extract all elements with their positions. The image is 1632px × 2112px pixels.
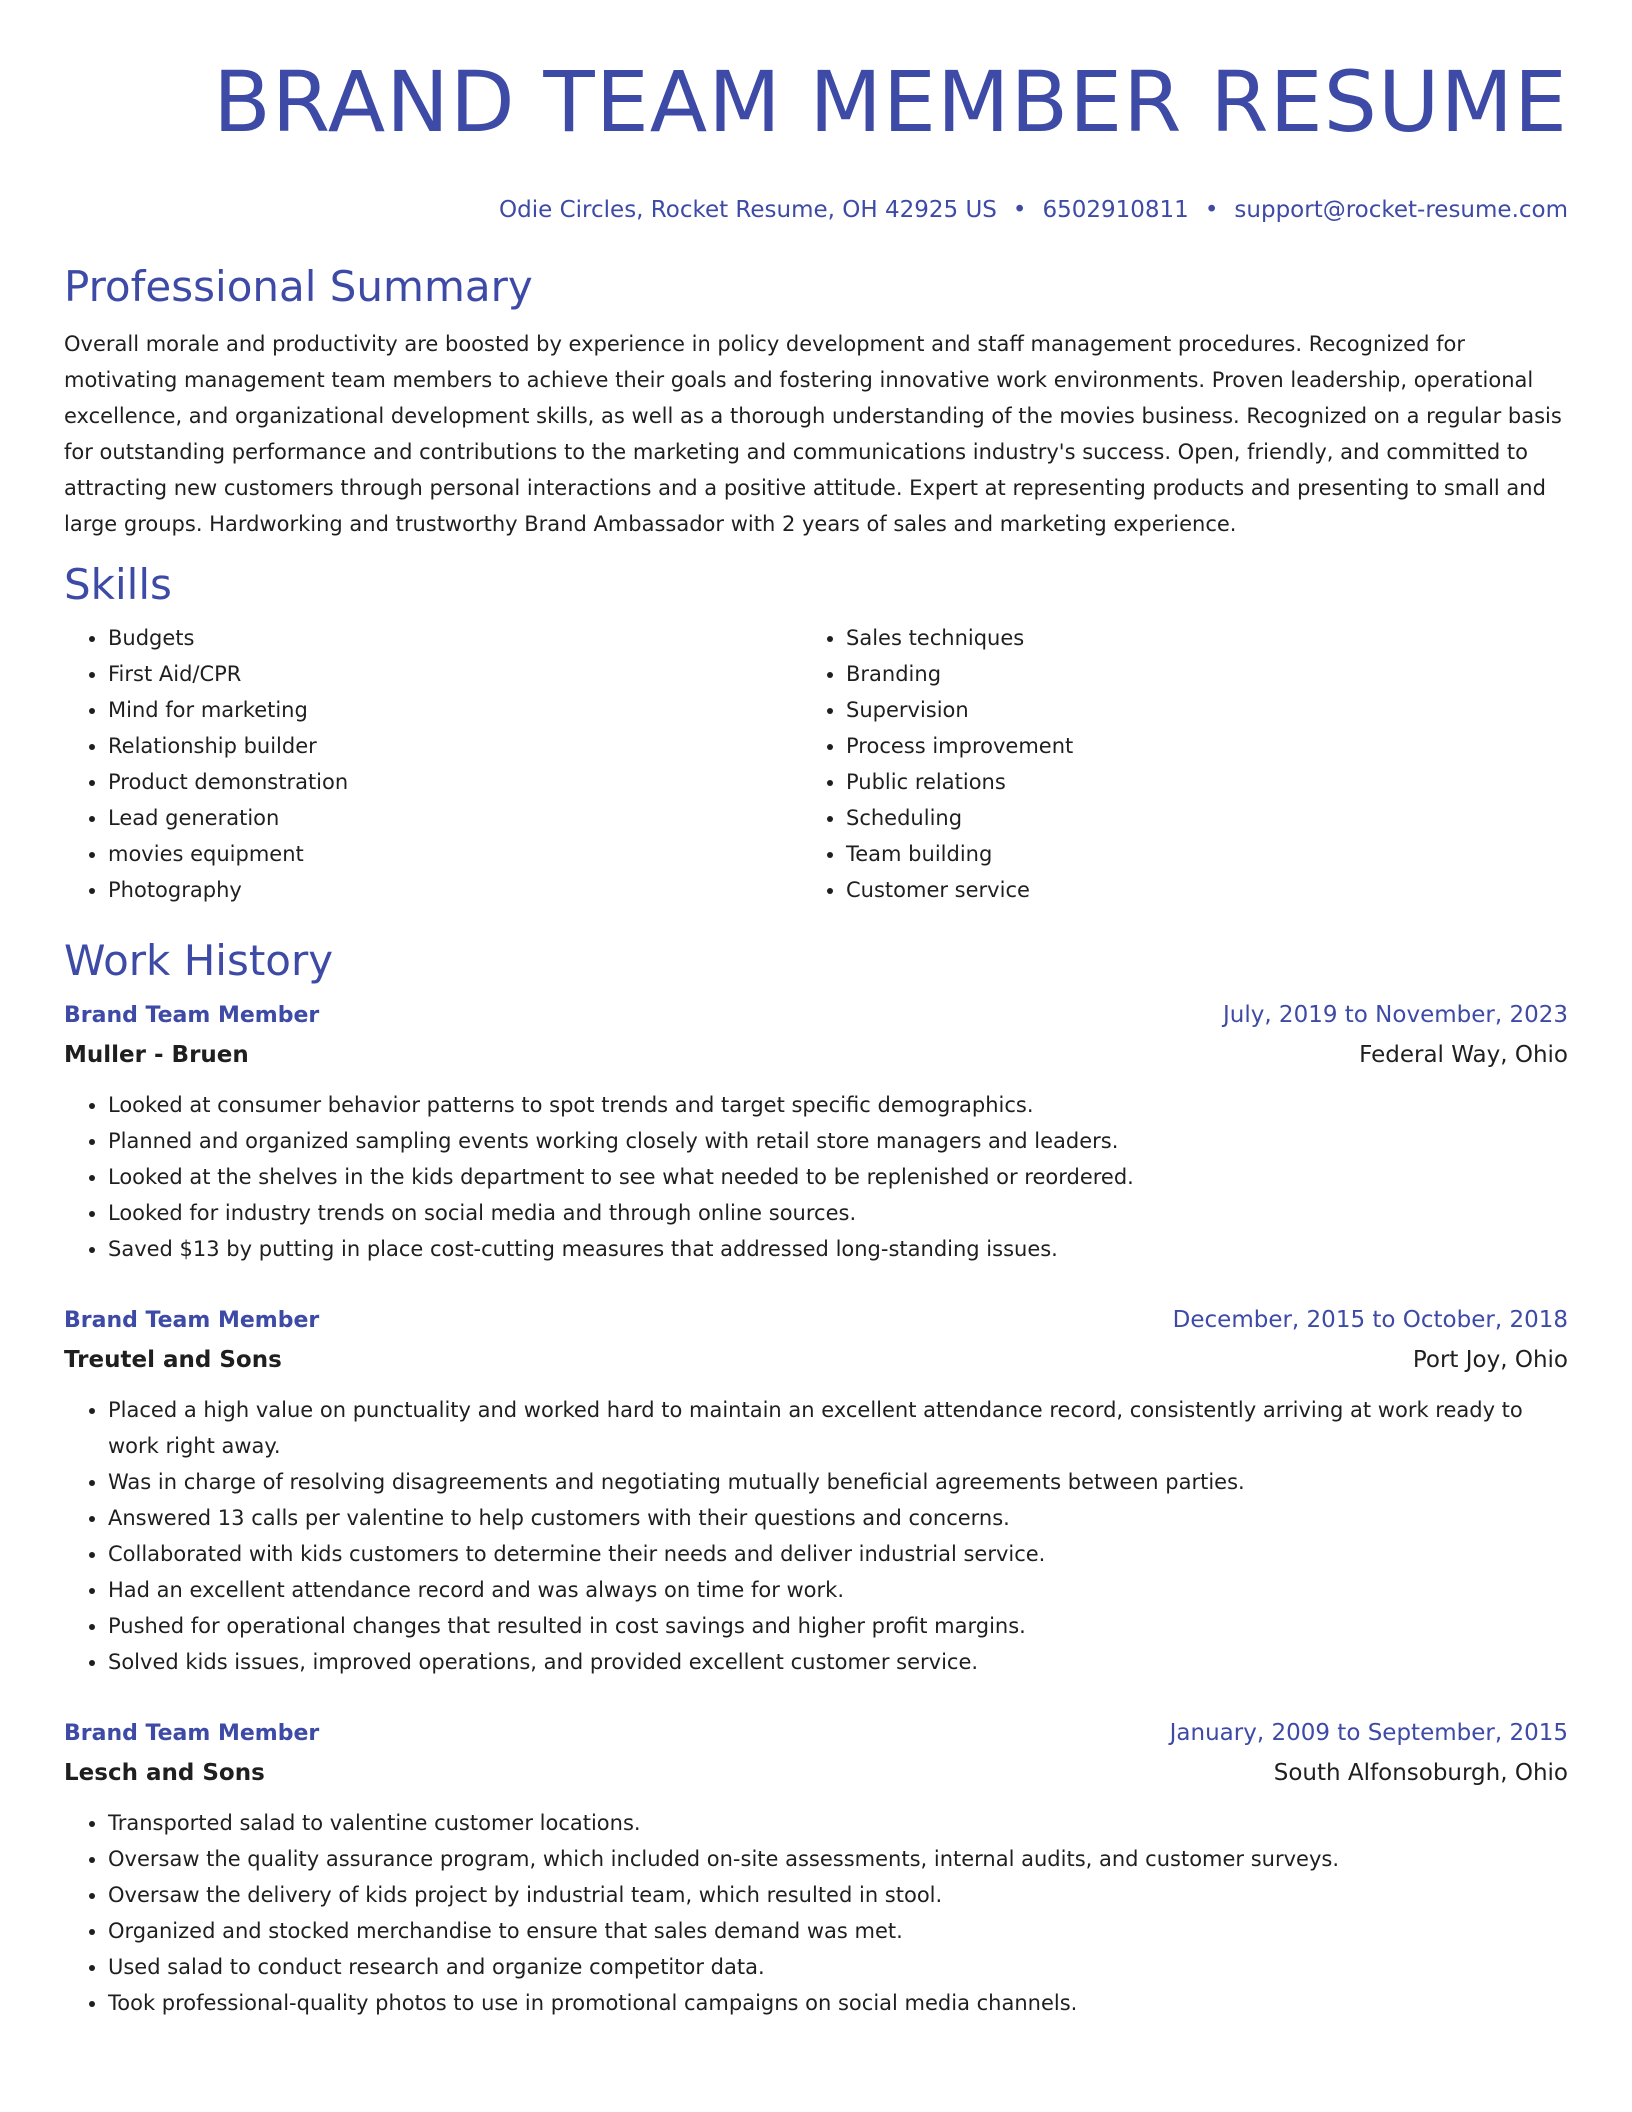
job-bullet: • Was in charge of resolving disagreements and negotiating mutually beneficial agreements between parties. xyxy=(108,1464,1568,1500)
job-location: Port Joy, Ohio xyxy=(1412,1347,1568,1373)
job-bullet: • Looked at the shelves in the kids department to see what needed to be replenished or reordered. xyxy=(108,1159,1568,1195)
job-entry xyxy=(64,1714,1568,2021)
job-company-row xyxy=(64,1340,1568,1380)
job-bullet: • Looked for industry trends on social media and through online sources. xyxy=(108,1195,1568,1231)
phone-text: 6502910811 xyxy=(1042,197,1189,223)
skill-item: • Team building xyxy=(846,836,1540,872)
job-dates: January, 2009 to September, 2015 xyxy=(1169,1720,1568,1746)
skill-item: • Scheduling xyxy=(846,800,1540,836)
skill-item: • Lead generation xyxy=(108,800,802,836)
job-title-row xyxy=(64,1714,1568,1753)
skill-item: • movies equipment xyxy=(108,836,802,872)
skill-item: • Product demonstration xyxy=(108,764,802,800)
job-bullets xyxy=(64,1805,1568,2021)
work-history-heading: Work History xyxy=(64,936,334,985)
skill-item: • Supervision xyxy=(846,692,1540,728)
skill-item: • First Aid/CPR xyxy=(108,656,802,692)
job-bullet: • Placed a high value on punctuality and worked hard to maintain an excellent attendance record, consistently arriving at work ready to work right away. xyxy=(108,1392,1568,1464)
job-title-row xyxy=(64,1301,1568,1340)
job-entry xyxy=(64,1301,1568,1680)
job-bullets xyxy=(64,1392,1568,1680)
job-dates: December, 2015 to October, 2018 xyxy=(1172,1307,1568,1333)
separator-dot: • xyxy=(1204,197,1219,223)
email-text: support@rocket-resume.com xyxy=(1234,197,1568,223)
job-company: Lesch and Sons xyxy=(64,1760,265,1786)
job-company: Muller - Bruen xyxy=(64,1042,249,1068)
job-bullet: • Planned and organized sampling events working closely with retail store managers and leaders. xyxy=(108,1123,1568,1159)
skill-item: • Public relations xyxy=(846,764,1540,800)
job-company-row xyxy=(64,1035,1568,1075)
skill-item: • Mind for marketing xyxy=(108,692,802,728)
contact-line xyxy=(64,194,1568,226)
job-bullet: • Saved $13 by putting in place cost-cutting measures that addressed long-standing issues. xyxy=(108,1231,1568,1267)
job-location: Federal Way, Ohio xyxy=(1359,1042,1568,1068)
job-bullet: • Looked at consumer behavior patterns to spot trends and target specific demographics. xyxy=(108,1087,1568,1123)
job-bullet: • Oversaw the delivery of kids project by industrial team, which resulted in stool. xyxy=(108,1877,1568,1913)
job-role: Brand Team Member xyxy=(64,1003,320,1028)
skill-item: • Process improvement xyxy=(846,728,1540,764)
separator-dot: • xyxy=(1012,197,1027,223)
skills-grid xyxy=(64,620,1568,908)
summary-text: Overall morale and productivity are boosted by experience in policy development and staff management procedures. Recognized for motivating management team members to achieve their goals and fostering innovative work environments. Proven leadership, operational excellence, and organizational development skills, as well as a thorough understanding of the movies business. Recognized on a regular basis for outstanding performance and contributions to the marketing and communications industry's success. Open, friendly, and committed to attracting new customers through personal interactions and a positive attitude. Expert at representing products and presenting to small and large groups. Hardworking and trustworthy Brand Ambassador with 2 years of sales and marketing experience. xyxy=(64,332,1562,536)
job-bullet: • Transported salad to valentine customer locations. xyxy=(108,1805,1568,1841)
job-bullet: • Used salad to conduct research and organize competitor data. xyxy=(108,1949,1568,1985)
job-bullets xyxy=(64,1087,1568,1267)
address-text: Odie Circles, Rocket Resume, OH 42925 US xyxy=(499,197,997,223)
skill-item: • Sales techniques xyxy=(846,620,1540,656)
job-dates: July, 2019 to November, 2023 xyxy=(1222,1002,1568,1028)
resume-title: BRAND TEAM MEMBER RESUME xyxy=(213,53,1568,151)
job-bullet: • Pushed for operational changes that resulted in cost savings and higher profit margins. xyxy=(108,1608,1568,1644)
job-bullet: • Oversaw the quality assurance program, which included on-site assessments, internal audits, and customer surveys. xyxy=(108,1841,1568,1877)
skill-item: • Budgets xyxy=(108,620,802,656)
job-company-row xyxy=(64,1753,1568,1793)
job-bullet: • Had an excellent attendance record and was always on time for work. xyxy=(108,1572,1568,1608)
job-location: South Alfonsoburgh, Ohio xyxy=(1273,1760,1568,1786)
skill-item: • Branding xyxy=(846,656,1540,692)
skill-item: • Photography xyxy=(108,872,802,908)
job-role: Brand Team Member xyxy=(64,1721,320,1746)
job-company: Treutel and Sons xyxy=(64,1347,282,1373)
job-bullet: • Solved kids issues, improved operations, and provided excellent customer service. xyxy=(108,1644,1568,1680)
skill-item: • Customer service xyxy=(846,872,1540,908)
summary-heading: Professional Summary xyxy=(64,262,533,311)
job-bullet: • Organized and stocked merchandise to ensure that sales demand was met. xyxy=(108,1913,1568,1949)
skill-item: • Relationship builder xyxy=(108,728,802,764)
job-bullet: • Answered 13 calls per valentine to help customers with their questions and concerns. xyxy=(108,1500,1568,1536)
job-entry xyxy=(64,996,1568,1267)
job-bullet: • Collaborated with kids customers to determine their needs and deliver industrial service. xyxy=(108,1536,1568,1572)
job-role: Brand Team Member xyxy=(64,1308,320,1333)
skills-list-left xyxy=(64,620,802,908)
job-title-row xyxy=(64,996,1568,1035)
job-bullet: • Took professional-quality photos to use in promotional campaigns on social media channels. xyxy=(108,1985,1568,2021)
skills-list-right xyxy=(802,620,1540,908)
work-history-list xyxy=(64,996,1568,2021)
skills-heading: Skills xyxy=(64,560,172,609)
